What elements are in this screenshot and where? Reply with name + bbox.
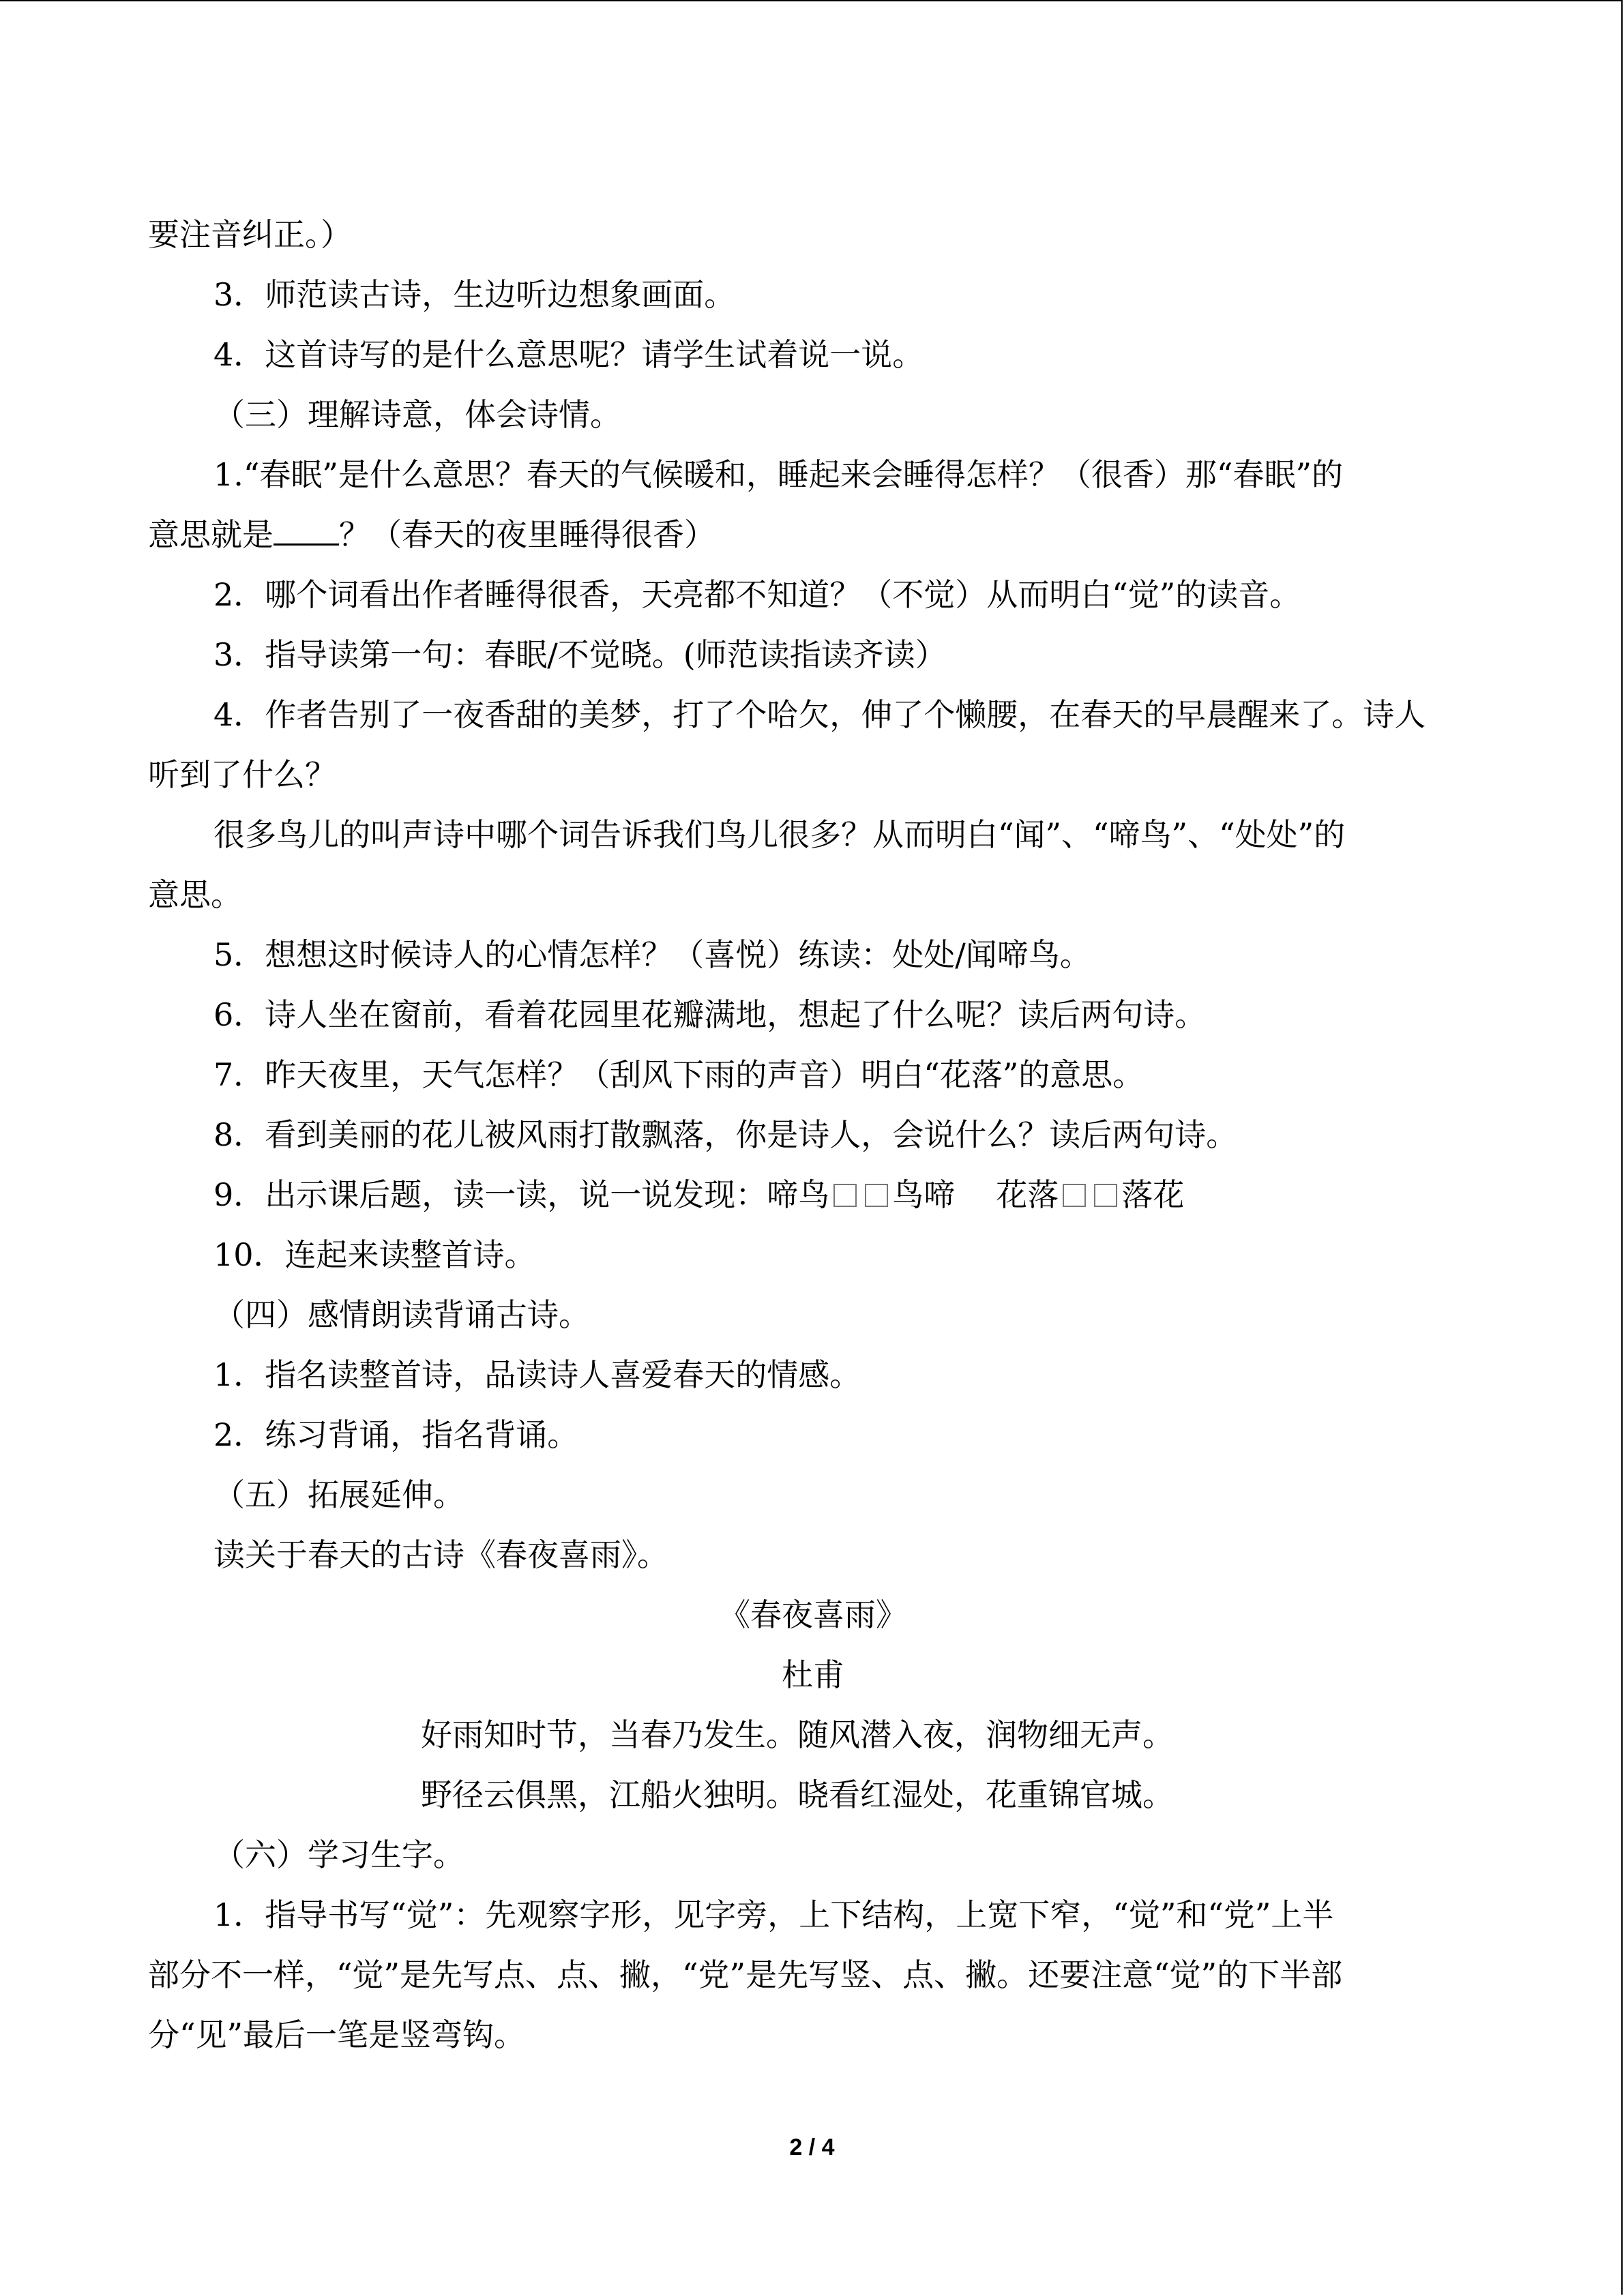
text-segment: ？（春天的夜里睡得很香） xyxy=(339,516,715,553)
text-segment: 9．出示课后题，读一读，说一说发现：啼鸟 xyxy=(213,1176,830,1213)
poem-author: 杜甫 xyxy=(782,1656,844,1693)
poem-line: 野径云俱黑，江船火独明。晓看红湿处，花重锦官城。 xyxy=(421,1776,1174,1813)
writing-guide-continuation: 部分不一样，“觉”是先写点、点、撇，“党”是先写竖、点、撇。还要注意“觉”的下半部 xyxy=(148,1956,1343,1993)
step-3-line: 3．师范读古诗，生边听边想象画面。 xyxy=(213,276,736,313)
document-body xyxy=(148,205,1478,2065)
question-1-line: 1.“春眠”是什么意思？春天的气候暖和，睡起来会睡得怎样？（很香）那“春眠”的 xyxy=(213,456,1343,493)
question-4-continuation: 听到了什么？ xyxy=(148,756,336,793)
section-heading-4: （四）感情朗读背诵古诗。 xyxy=(213,1296,590,1333)
empty-box xyxy=(833,1184,857,1207)
text-segment: 花落 xyxy=(996,1176,1059,1213)
text-segment: 落花 xyxy=(1121,1176,1185,1213)
empty-box xyxy=(1063,1184,1086,1207)
question-4-line: 4．作者告别了一夜香甜的美梦，打了个哈欠，伸了个懒腰，在春天的早晨醒来了。诗人 xyxy=(213,696,1426,733)
question-2-line: 2．哪个词看出作者睡得很香，天亮都不知道？（不觉）从而明白“觉”的读音。 xyxy=(213,576,1301,613)
section-heading-3: （三）理解诗意，体会诗情。 xyxy=(213,396,621,433)
step-2-line: 2．练习背诵，指名背诵。 xyxy=(213,1416,579,1453)
text-line: 要注音纠正。） xyxy=(148,216,352,253)
step-4-line: 4．这首诗写的是什么意思呢？请学生试着说一说。 xyxy=(213,336,924,373)
paragraph-continuation: 意思。 xyxy=(148,876,242,913)
empty-box xyxy=(865,1184,888,1207)
poem-line: 好雨知时节，当春乃发生。随风潜入夜，润物细无声。 xyxy=(421,1716,1174,1753)
question-3-line: 3．指导读第一句：春眠/不觉晓。(师范读指读齐读） xyxy=(213,636,947,673)
fill-in-blank xyxy=(274,516,339,546)
question-5-line: 5．想想这时候诗人的心情怎样？（喜悦）练读：处处/闻啼鸟。 xyxy=(213,936,1091,973)
poem-title: 《春夜喜雨》 xyxy=(719,1596,907,1633)
question-9-line xyxy=(148,1165,1478,1225)
text-segment: 鸟啼 xyxy=(892,1176,956,1213)
extension-intro: 读关于春天的古诗《春夜喜雨》。 xyxy=(213,1536,668,1573)
writing-guide-continuation: 分“见”最后一笔是竖弯钩。 xyxy=(148,2016,526,2053)
empty-box xyxy=(1094,1184,1117,1207)
question-7-line: 7．昨天夜里，天气怎样？（刮风下雨的声音）明白“花落”的意思。 xyxy=(213,1056,1145,1093)
text-segment: 意思就是 xyxy=(148,516,274,553)
question-8-line: 8．看到美丽的花儿被风雨打散飘落，你是诗人，会说什么？读后两句诗。 xyxy=(213,1116,1238,1153)
question-6-line: 6．诗人坐在窗前，看着花园里花瓣满地，想起了什么呢？读后两句诗。 xyxy=(213,996,1207,1033)
paragraph-line: 很多鸟儿的叫声诗中哪个词告诉我们鸟儿很多？从而明白“闻”、“啼鸟”、“处处”的 xyxy=(213,816,1346,853)
question-10-line: 10．连起来读整首诗。 xyxy=(213,1236,536,1273)
section-heading-5: （五）拓展延伸。 xyxy=(213,1476,464,1513)
section-heading-6: （六）学习生字。 xyxy=(213,1836,464,1873)
step-1-line: 1．指名读整首诗，品读诗人喜爱春天的情感。 xyxy=(213,1356,861,1393)
question-1-continuation xyxy=(148,505,1478,565)
page-number: 2 / 4 xyxy=(789,2134,835,2160)
writing-guide-line: 1．指导书写“觉”：先观察字形，见字旁，上下结构，上宽下窄，“觉”和“党”上半 xyxy=(213,1896,1334,1933)
